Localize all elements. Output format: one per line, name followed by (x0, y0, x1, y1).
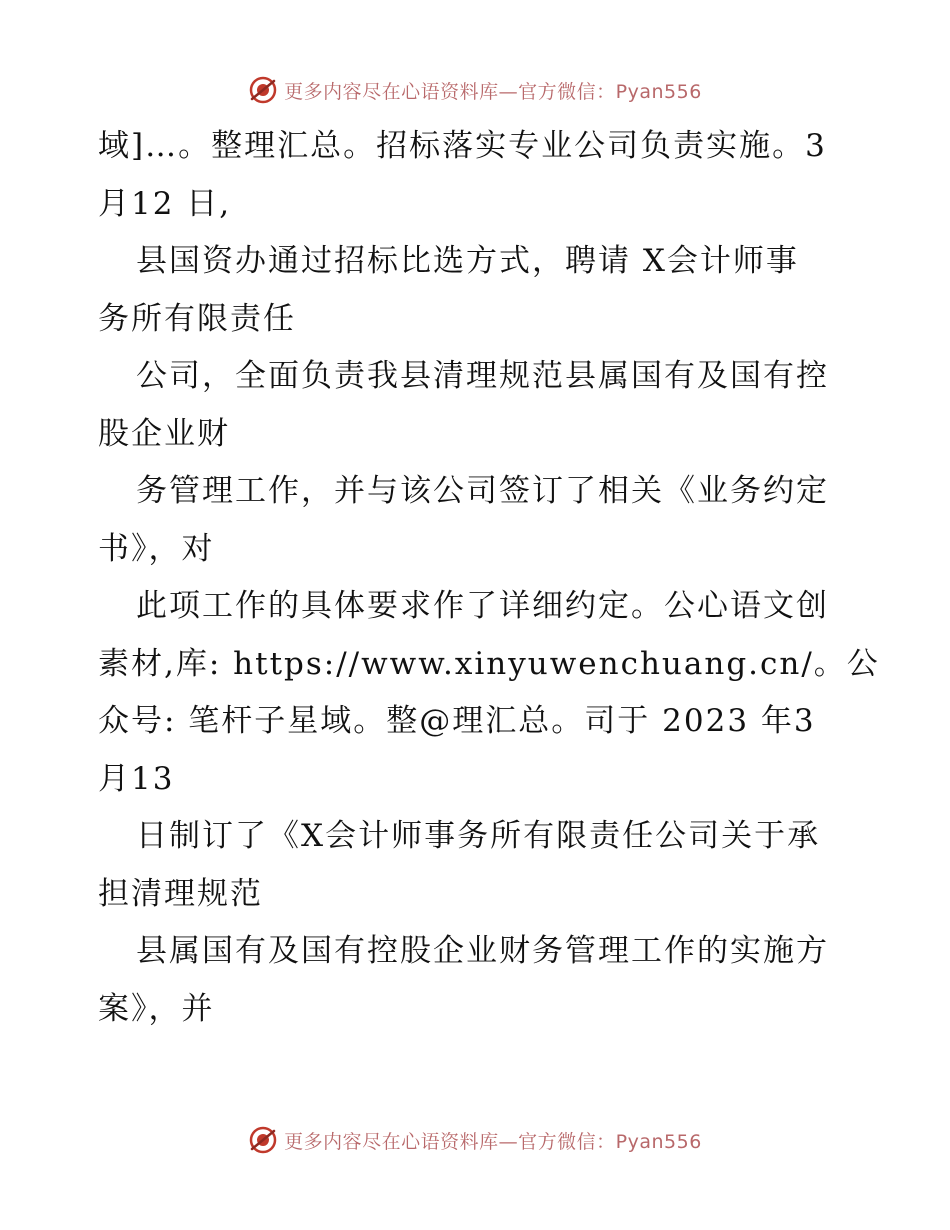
header-watermark-text: 更多内容尽在心语资料库—官方微信：Pyan556 (284, 80, 702, 103)
body-text-line: 担清理规范 (98, 875, 263, 912)
body-text-line: 月13 (98, 760, 175, 797)
body-text-line: 公司，全面负责我县清理规范县属国有及国有控 (136, 358, 829, 394)
header-wechat-id: Pyan556 (615, 80, 702, 103)
body-text-line: 务管理工作，并与该公司签订了相关《业务约定 (136, 473, 829, 509)
body-text-line: 县属国有及国有控股企业财务管理工作的实施方 (136, 933, 829, 969)
header-watermark (0, 70, 950, 110)
footer-watermark-text: 更多内容尽在心语资料库—官方微信：Pyan556 (284, 1130, 702, 1153)
ink-brush-seal-logo (248, 75, 278, 105)
body-text-line: 案》，并 (98, 990, 215, 1027)
footer-watermark (0, 1120, 950, 1160)
body-text-line: 务所有限责任 (98, 300, 296, 337)
body-text-line: 此项工作的具体要求作了详细约定。公心语文创 (136, 588, 829, 624)
body-text-line: 股企业财 (98, 415, 230, 452)
footer-wechat-id: Pyan556 (615, 1130, 702, 1153)
body-text-line: 域]…。整理汇总。招标落实专业公司负责实施。3 (98, 128, 827, 164)
document-body (98, 118, 880, 1038)
body-text-line: 日制订了《X会计师事务所有限责任公司关于承 (136, 818, 821, 854)
body-text-line: 县国资办通过招标比选方式，聘请 X会计师事 (136, 243, 799, 279)
body-text-line: 月12 日, (98, 185, 232, 222)
body-text-line: 书》，对 (98, 530, 215, 567)
body-text-line: 素材,库: https://www.xinyuwenchuang.cn/。公 (98, 645, 880, 682)
body-text-line: 众号: 笔杆子星域。整@理汇总。司于 2023 年3 (98, 703, 816, 739)
ink-brush-seal-logo (248, 1125, 278, 1155)
